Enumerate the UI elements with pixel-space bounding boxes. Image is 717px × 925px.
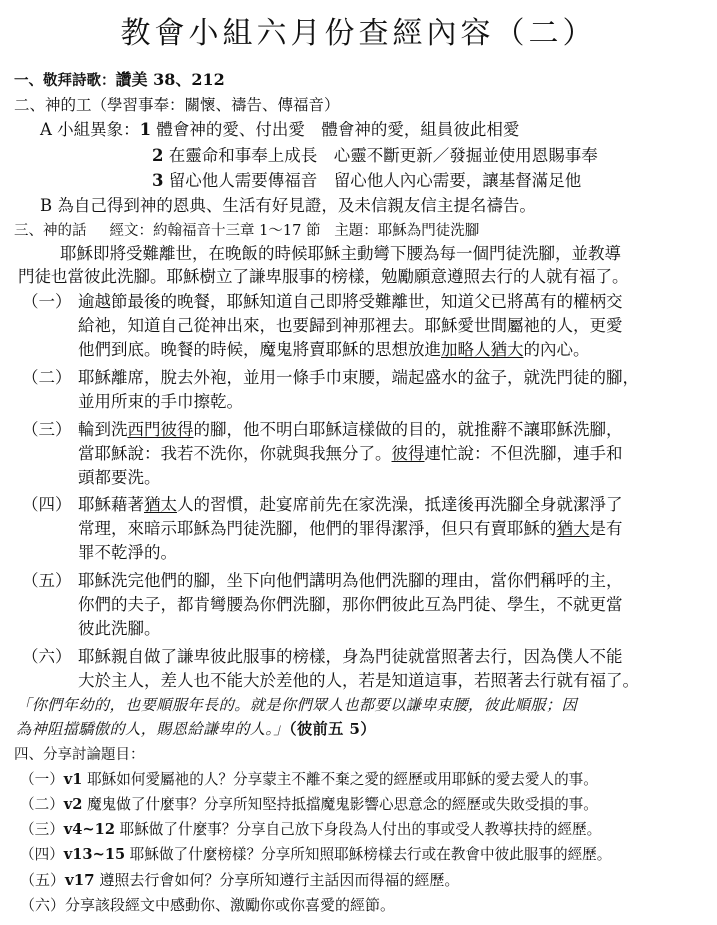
para-1-line	[78, 338, 590, 361]
para-1-label: （一）	[22, 292, 72, 311]
scripture-quote-line-1: 「你們年幼的，也要順服年長的。就是你們眾人也都要以謙卑束腰，彼此順服；因	[16, 696, 578, 714]
question-number: （一）	[20, 771, 64, 788]
quote-text: 為神阻擋驕傲的人，賜恩給謙卑的人。」	[16, 720, 289, 738]
para-3-line	[78, 418, 623, 441]
question-text: 耶穌如何愛屬祂的人？分享蒙主不離不棄之愛的經歷或用耶穌的愛去愛人的事。	[82, 771, 598, 788]
discussion-question	[20, 844, 611, 866]
vision-text: 體會神的愛、付出愛 體會神的愛，組員彼此相愛	[156, 120, 520, 139]
page-title: 教會小組六月份查經內容（二）	[120, 16, 597, 51]
question-verse: v4~12	[63, 821, 115, 838]
para-4-line: 罪不乾淨的。	[78, 543, 177, 562]
vision-a-label: A 小組異象：	[40, 120, 140, 139]
underlined-name: 猶大	[556, 519, 590, 538]
text-run: 耶穌藉著	[78, 495, 144, 514]
para-5-line: 你們的夫子，都肯彎腰為你們洗腳，那你們彼此互為門徒、學生，不就更當	[78, 595, 623, 614]
question-number: （六）	[20, 896, 66, 914]
worship-songs	[14, 69, 225, 92]
text-run: 的內心。	[523, 340, 590, 359]
section1-label: 一、敬拜詩歌：	[14, 72, 116, 89]
underlined-name: 加略人猶大	[441, 340, 524, 359]
para-6-label: （六）	[22, 647, 72, 666]
para-3-line: 頭都要洗。	[78, 468, 161, 487]
vision-row-1	[40, 119, 519, 141]
underlined-name: 西門彼得	[127, 420, 194, 439]
para-1-line: 給祂，知道自己從神出來，也要歸到神那裡去。耶穌愛世間屬祂的人，更愛	[78, 316, 623, 335]
text-run: 他們到底。晚餐的時候，魔鬼將賣耶穌的思想放進	[78, 340, 441, 359]
discussion-question	[20, 894, 395, 916]
text-run: 當耶穌說：我若不洗你，你就與我無分了。	[78, 444, 392, 463]
para-2-label: （二）	[22, 368, 72, 387]
scripture-ref: 經文：約翰福音十三章 1～17 節	[109, 223, 321, 239]
vision-row-2	[152, 145, 598, 167]
study-theme: 主題：耶穌為門徒洗腳	[334, 223, 480, 239]
discussion-question	[20, 769, 598, 791]
para-4-line	[78, 493, 623, 516]
question-text: 分享該段經文中感動你、激勵你或你喜愛的經節。	[65, 896, 396, 914]
question-verse: v13~15	[63, 846, 126, 863]
vision-num: 2	[152, 146, 164, 165]
para-1-line: 逾越節最後的晚餐，耶穌知道自己即將受難離世，知道父已將萬有的權柄交	[78, 292, 623, 311]
vision-text: 在靈命和事奉上成長 心靈不斷更新／發掘並使用恩賜事奉	[168, 146, 598, 165]
vision-num: 1	[139, 120, 152, 139]
intro-line-2: 門徒也當彼此洗腳。耶穌樹立了謙卑服事的榜樣，勉勵願意遵照去行的人就有福了。	[18, 267, 629, 286]
underlined-name: 猶太	[144, 495, 177, 514]
question-number: （三）	[20, 821, 64, 838]
question-text: 魔鬼做了什麼事？分享所知堅持抵擋魔鬼影響心思意念的經歷或失敗受損的事。	[82, 796, 598, 813]
question-verse: v17	[65, 871, 95, 889]
question-text: 耶穌做了什麼榜樣？分享所知照耶穌榜樣去行或在教會中彼此服事的經歷。	[125, 846, 612, 863]
para-3-label: （三）	[22, 420, 72, 439]
vision-num: 3	[152, 171, 164, 190]
question-verse: v2	[63, 796, 83, 813]
discussion-question	[20, 869, 459, 891]
section4-heading: 四、分享討論題目：	[14, 747, 145, 763]
intro-line-1: 耶穌即將受難離世，在晚飯的時候耶穌主動彎下腰為每一個門徒洗腳，並教導	[60, 244, 621, 263]
underlined-name: 彼得	[391, 444, 425, 463]
para-6-line: 耶穌親自做了謙卑彼此服事的榜樣，身為門徒就當照著去行，因為僕人不能	[78, 647, 623, 666]
scripture-quote-line-2	[16, 718, 376, 740]
question-number: （二）	[20, 796, 64, 813]
para-5-label: （五）	[22, 571, 72, 590]
quote-reference: （彼前五 5）	[288, 720, 376, 738]
para-3-line	[78, 442, 623, 465]
question-number: （五）	[20, 871, 66, 889]
section1-value: 讚美 38、212	[115, 70, 225, 89]
para-2-line: 耶穌離席，脫去外袍，並用一條手巾束腰，端起盛水的盆子，就洗門徒的腳，	[78, 368, 639, 387]
section3-label: 三、神的話	[14, 223, 87, 239]
discussion-question	[20, 819, 601, 841]
para-5-line: 耶穌洗完他們的腳，坐下向他們講明為他們洗腳的理由，當你們稱呼的主，	[78, 571, 623, 590]
para-4-label: （四）	[22, 495, 72, 514]
question-verse: v1	[63, 771, 83, 788]
section3-heading	[14, 220, 479, 242]
para-4-line	[78, 517, 623, 540]
vision-text: 留心他人需要傳福音 留心他人內心需要，讓基督滿足他	[168, 171, 582, 190]
prayer-item-b: B 為自己得到神的恩典、生活有好見證，及未信親友信主提名禱告。	[40, 196, 536, 215]
question-text: 遵照去行會如何？分享所知遵行主話因而得福的經歷。	[94, 871, 460, 889]
para-2-line: 並用所束的手巾擦乾。	[78, 392, 243, 411]
vision-row-3	[152, 170, 581, 192]
text-run: 是有	[589, 519, 623, 538]
text-run: 人的習慣，赴宴席前先在家洗澡，抵達後再洗腳全身就潔淨了	[177, 495, 623, 514]
text-run: 常理，來暗示耶穌為門徒洗腳，他們的罪得潔淨，但只有賣耶穌的	[78, 519, 557, 538]
text-run: 輪到洗	[78, 420, 128, 439]
discussion-question	[20, 794, 598, 816]
para-5-line: 彼此洗腳。	[78, 619, 161, 638]
text-run: 的腳，他不明白耶穌這樣做的目的，就推辭不讓耶穌洗腳，	[193, 420, 623, 439]
para-6-line: 大於主人，差人也不能大於差他的人，若是知道這事，若照著去行就有福了。	[78, 671, 639, 690]
question-text: 耶穌做了什麼事？分享自己放下身段為人付出的事或受人教導扶持的經歷。	[114, 821, 602, 838]
question-number: （四）	[20, 846, 64, 863]
text-run: 連忙說：不但洗腳，連手和	[424, 444, 623, 463]
section2-heading: 二、神的工（學習事奉：關懷、禱告、傳福音）	[14, 96, 340, 114]
